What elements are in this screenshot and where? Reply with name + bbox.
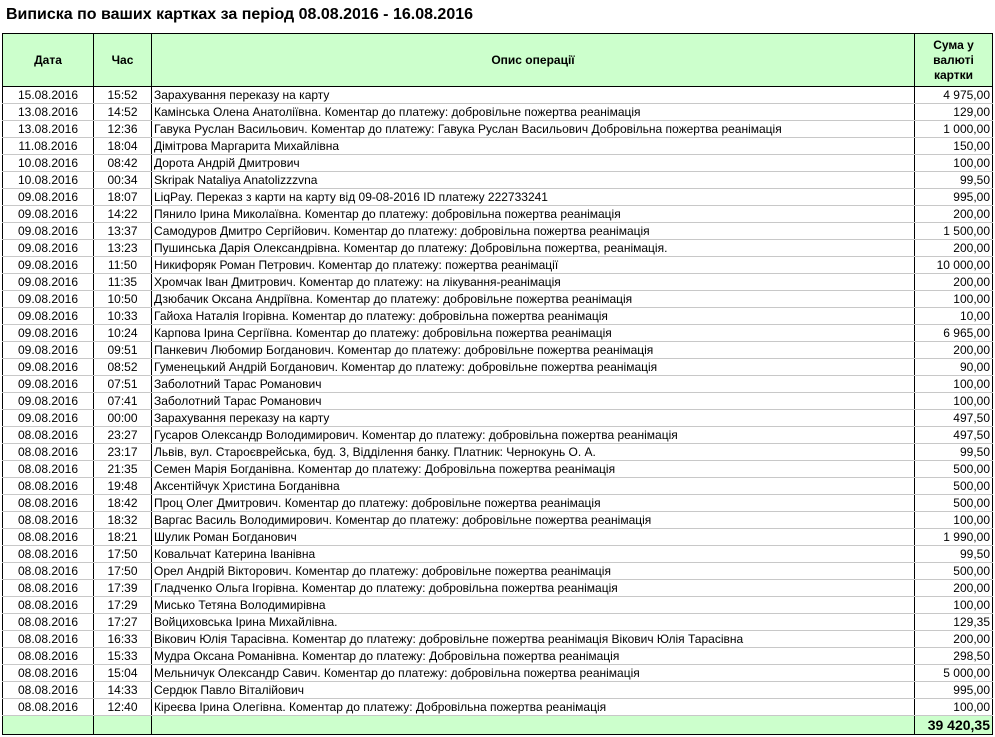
- cell-date: 08.08.2016: [3, 461, 94, 478]
- table-row: [3, 257, 993, 274]
- cell-time: 18:42: [94, 495, 152, 512]
- cell-date: 09.08.2016: [3, 376, 94, 393]
- cell-amount: 100,00: [915, 512, 993, 529]
- cell-time: 13:37: [94, 223, 152, 240]
- cell-description: Зарахування переказу на карту: [152, 410, 915, 427]
- cell-amount: 200,00: [915, 206, 993, 223]
- cell-description: Заболотний Тарас Романович: [152, 376, 915, 393]
- table-row: [3, 682, 993, 699]
- total-amount: 39 420,35: [915, 716, 993, 735]
- table-row: [3, 427, 993, 444]
- table-row: [3, 597, 993, 614]
- cell-description: Дімітрова Маргарита Михайлівна: [152, 138, 915, 155]
- cell-amount: 1 500,00: [915, 223, 993, 240]
- table-row: [3, 189, 993, 206]
- cell-time: 15:33: [94, 648, 152, 665]
- cell-amount: 100,00: [915, 699, 993, 716]
- cell-time: 00:34: [94, 172, 152, 189]
- table-footer: [3, 716, 993, 735]
- cell-date: 09.08.2016: [3, 393, 94, 410]
- table-row: [3, 631, 993, 648]
- cell-description: Хромчак Іван Дмитрович. Коментар до платежу: на лікування-реанімація: [152, 274, 915, 291]
- cell-amount: 4 975,00: [915, 87, 993, 104]
- cell-date: 08.08.2016: [3, 563, 94, 580]
- cell-description: Сердюк Павло Віталійович: [152, 682, 915, 699]
- cell-description: Гавука Руслан Васильович. Коментар до платежу: Гавука Руслан Васильович Добровільна пожертва реанімація: [152, 121, 915, 138]
- cell-time: 08:42: [94, 155, 152, 172]
- cell-time: 12:36: [94, 121, 152, 138]
- cell-amount: 5 000,00: [915, 665, 993, 682]
- cell-date: 08.08.2016: [3, 427, 94, 444]
- cell-amount: 497,50: [915, 410, 993, 427]
- table-row: [3, 376, 993, 393]
- table-row: [3, 104, 993, 121]
- cell-amount: 99,50: [915, 546, 993, 563]
- cell-description: Кіреєва Ірина Олегівна. Коментар до платежу: Добровільна пожертва реанімація: [152, 699, 915, 716]
- cell-time: 23:27: [94, 427, 152, 444]
- cell-date: 08.08.2016: [3, 597, 94, 614]
- header-amount-line1: Сума у: [933, 37, 974, 52]
- cell-date: 09.08.2016: [3, 257, 94, 274]
- cell-amount: 200,00: [915, 274, 993, 291]
- cell-description: Семен Марія Богданівна. Коментар до платежу: Добровільна пожертва реанімація: [152, 461, 915, 478]
- cell-time: 17:29: [94, 597, 152, 614]
- total-empty-date: [3, 716, 94, 735]
- cell-amount: 200,00: [915, 580, 993, 597]
- cell-date: 08.08.2016: [3, 682, 94, 699]
- header-description: Опис операції: [152, 34, 915, 87]
- cell-amount: 500,00: [915, 495, 993, 512]
- cell-date: 10.08.2016: [3, 172, 94, 189]
- cell-date: 08.08.2016: [3, 512, 94, 529]
- cell-description: Заболотний Тарас Романович: [152, 393, 915, 410]
- table-row: [3, 121, 993, 138]
- total-empty-time: [94, 716, 152, 735]
- cell-date: 10.08.2016: [3, 155, 94, 172]
- cell-description: Мельничук Олександр Савич. Коментар до платежу: добровільна пожертва реанімація: [152, 665, 915, 682]
- cell-description: Орел Андрій Вікторович. Коментар до платежу: добровільне пожертва реанімація: [152, 563, 915, 580]
- cell-time: 18:04: [94, 138, 152, 155]
- cell-time: 10:33: [94, 308, 152, 325]
- cell-date: 08.08.2016: [3, 665, 94, 682]
- cell-time: 10:24: [94, 325, 152, 342]
- cell-time: 18:07: [94, 189, 152, 206]
- cell-time: 19:48: [94, 478, 152, 495]
- cell-description: Самодуров Дмитро Сергійович. Коментар до платежу: добровільна пожертва реанімація: [152, 223, 915, 240]
- cell-description: Мисько Тетяна Володимирівна: [152, 597, 915, 614]
- cell-time: 00:00: [94, 410, 152, 427]
- cell-amount: 150,00: [915, 138, 993, 155]
- cell-time: 12:40: [94, 699, 152, 716]
- cell-date: 08.08.2016: [3, 546, 94, 563]
- table-row: [3, 614, 993, 631]
- cell-time: 13:23: [94, 240, 152, 257]
- cell-date: 09.08.2016: [3, 325, 94, 342]
- table-body: [3, 87, 993, 716]
- total-row: [3, 716, 993, 735]
- cell-description: Войциховська Ірина Михайлівна.: [152, 614, 915, 631]
- cell-time: 11:35: [94, 274, 152, 291]
- cell-description: Вікович Юлія Тарасівна. Коментар до платежу: добровільне пожертва реанімація Вікович Юлія Тарасівна: [152, 631, 915, 648]
- table-row: [3, 546, 993, 563]
- cell-time: 15:04: [94, 665, 152, 682]
- table-row: [3, 410, 993, 427]
- header-amount-line3: картки: [933, 67, 974, 82]
- cell-description: Камінська Олена Анатоліївна. Коментар до платежу: добровільне пожертва реанімація: [152, 104, 915, 121]
- table-row: [3, 87, 993, 104]
- cell-amount: 90,00: [915, 359, 993, 376]
- cell-amount: 200,00: [915, 631, 993, 648]
- cell-amount: 100,00: [915, 376, 993, 393]
- cell-description: Зарахування переказу на карту: [152, 87, 915, 104]
- cell-time: 14:22: [94, 206, 152, 223]
- cell-amount: 1 000,00: [915, 121, 993, 138]
- header-row: [3, 34, 993, 87]
- cell-time: 15:52: [94, 87, 152, 104]
- table-row: [3, 563, 993, 580]
- header-amount: [915, 34, 993, 87]
- cell-time: 14:52: [94, 104, 152, 121]
- table-row: [3, 274, 993, 291]
- cell-amount: 200,00: [915, 342, 993, 359]
- cell-description: Гладченко Ольга Ігорівна. Коментар до платежу: добровільна пожертва реанімація: [152, 580, 915, 597]
- table-row: [3, 478, 993, 495]
- cell-amount: 6 965,00: [915, 325, 993, 342]
- cell-date: 13.08.2016: [3, 104, 94, 121]
- cell-description: Пушинська Дарія Олександрівна. Коментар до платежу: Добровільна пожертва, реанімація.: [152, 240, 915, 257]
- table-row: [3, 444, 993, 461]
- cell-date: 09.08.2016: [3, 308, 94, 325]
- cell-amount: 100,00: [915, 597, 993, 614]
- table-row: [3, 648, 993, 665]
- table-row: [3, 359, 993, 376]
- cell-description: Шулик Роман Богданович: [152, 529, 915, 546]
- table-row: [3, 461, 993, 478]
- table-row: [3, 240, 993, 257]
- cell-time: 11:50: [94, 257, 152, 274]
- total-empty-desc: [152, 716, 915, 735]
- cell-description: Skripak Nataliya Anatolizzzvna: [152, 172, 915, 189]
- cell-amount: 10,00: [915, 308, 993, 325]
- table-row: [3, 342, 993, 359]
- cell-time: 23:17: [94, 444, 152, 461]
- table-row: [3, 308, 993, 325]
- cell-time: 07:41: [94, 393, 152, 410]
- cell-description: Ковальчат Катерина Іванівна: [152, 546, 915, 563]
- cell-amount: 99,50: [915, 172, 993, 189]
- cell-time: 18:32: [94, 512, 152, 529]
- cell-time: 17:27: [94, 614, 152, 631]
- cell-description: Пянило Ірина Миколаївна. Коментар до платежу: добровільна пожертва реанімація: [152, 206, 915, 223]
- cell-time: 18:21: [94, 529, 152, 546]
- cell-date: 09.08.2016: [3, 274, 94, 291]
- cell-amount: 500,00: [915, 563, 993, 580]
- table-row: [3, 155, 993, 172]
- cell-description: LiqPay. Переказ з карти на карту від 09-08-2016 ID платежу 222733241: [152, 189, 915, 206]
- table-row: [3, 223, 993, 240]
- cell-time: 16:33: [94, 631, 152, 648]
- cell-amount: 1 990,00: [915, 529, 993, 546]
- table-row: [3, 665, 993, 682]
- cell-amount: 129,35: [915, 614, 993, 631]
- table-row: [3, 138, 993, 155]
- cell-date: 09.08.2016: [3, 189, 94, 206]
- cell-amount: 497,50: [915, 427, 993, 444]
- cell-description: Дорота Андрій Дмитрович: [152, 155, 915, 172]
- cell-date: 09.08.2016: [3, 223, 94, 240]
- cell-amount: 200,00: [915, 240, 993, 257]
- cell-description: Гусаров Олександр Володимирович. Коментар до платежу: добровільна пожертва реанімація: [152, 427, 915, 444]
- header-time: Час: [94, 34, 152, 87]
- table-row: [3, 393, 993, 410]
- table-row: [3, 325, 993, 342]
- cell-date: 08.08.2016: [3, 444, 94, 461]
- cell-time: 09:51: [94, 342, 152, 359]
- cell-time: 17:39: [94, 580, 152, 597]
- cell-date: 13.08.2016: [3, 121, 94, 138]
- cell-amount: 500,00: [915, 478, 993, 495]
- cell-time: 17:50: [94, 546, 152, 563]
- cell-amount: 10 000,00: [915, 257, 993, 274]
- cell-amount: 100,00: [915, 291, 993, 308]
- table-row: [3, 206, 993, 223]
- statement-table: [2, 33, 993, 735]
- cell-date: 08.08.2016: [3, 648, 94, 665]
- cell-amount: 129,00: [915, 104, 993, 121]
- cell-description: Львів, вул. Староєврейська, буд. 3, Відділення банку. Платник: Чернокунь О. А.: [152, 444, 915, 461]
- cell-time: 14:33: [94, 682, 152, 699]
- cell-date: 09.08.2016: [3, 359, 94, 376]
- cell-date: 09.08.2016: [3, 206, 94, 223]
- cell-date: 08.08.2016: [3, 699, 94, 716]
- cell-description: Аксентійчук Христина Богданівна: [152, 478, 915, 495]
- cell-amount: 500,00: [915, 461, 993, 478]
- table-row: [3, 291, 993, 308]
- table-row: [3, 580, 993, 597]
- table-row: [3, 512, 993, 529]
- cell-date: 08.08.2016: [3, 580, 94, 597]
- header-date: Дата: [3, 34, 94, 87]
- cell-time: 17:50: [94, 563, 152, 580]
- cell-date: 15.08.2016: [3, 87, 94, 104]
- cell-amount: 995,00: [915, 682, 993, 699]
- cell-time: 10:50: [94, 291, 152, 308]
- cell-time: 07:51: [94, 376, 152, 393]
- table-row: [3, 495, 993, 512]
- cell-date: 09.08.2016: [3, 291, 94, 308]
- cell-amount: 298,50: [915, 648, 993, 665]
- table-row: [3, 529, 993, 546]
- cell-description: Карпова Ірина Сергіївна. Коментар до платежу: добровільна пожертва реанімація: [152, 325, 915, 342]
- cell-date: 08.08.2016: [3, 495, 94, 512]
- cell-description: Проц Олег Дмитрович. Коментар до платежу: добровільне пожертва реанімація: [152, 495, 915, 512]
- cell-date: 09.08.2016: [3, 240, 94, 257]
- cell-time: 08:52: [94, 359, 152, 376]
- cell-description: Панкевич Любомир Богданович. Коментар до платежу: добровільне пожертва реанімація: [152, 342, 915, 359]
- cell-amount: 100,00: [915, 155, 993, 172]
- cell-time: 21:35: [94, 461, 152, 478]
- cell-date: 09.08.2016: [3, 342, 94, 359]
- page-title: Виписка по ваших картках за період 08.08.2016 - 16.08.2016: [6, 6, 474, 23]
- cell-date: 08.08.2016: [3, 614, 94, 631]
- cell-amount: 995,00: [915, 189, 993, 206]
- cell-description: Гайоха Наталія Ігорівна. Коментар до платежу: добровільна пожертва реанімація: [152, 308, 915, 325]
- table-row: [3, 172, 993, 189]
- cell-date: 11.08.2016: [3, 138, 94, 155]
- cell-description: Мудра Оксана Романівна. Коментар до платежу: Добровільна пожертва реанімація: [152, 648, 915, 665]
- cell-date: 08.08.2016: [3, 478, 94, 495]
- header-amount-line2: валюті: [933, 52, 974, 67]
- cell-amount: 99,50: [915, 444, 993, 461]
- table-row: [3, 699, 993, 716]
- cell-amount: 100,00: [915, 393, 993, 410]
- cell-date: 08.08.2016: [3, 631, 94, 648]
- cell-description: Гуменецький Андрій Богданович. Коментар до платежу: добровільне пожертва реанімація: [152, 359, 915, 376]
- cell-description: Никифоряк Роман Петрович. Коментар до платежу: пожертва реанімації: [152, 257, 915, 274]
- cell-description: Дзюбачик Оксана Андріївна. Коментар до платежу: добровільне пожертва реанімація: [152, 291, 915, 308]
- cell-description: Варгас Василь Володимирович. Коментар до платежу: добровільне пожертва реанімація: [152, 512, 915, 529]
- cell-date: 08.08.2016: [3, 529, 94, 546]
- cell-date: 09.08.2016: [3, 410, 94, 427]
- table-header: [3, 34, 993, 87]
